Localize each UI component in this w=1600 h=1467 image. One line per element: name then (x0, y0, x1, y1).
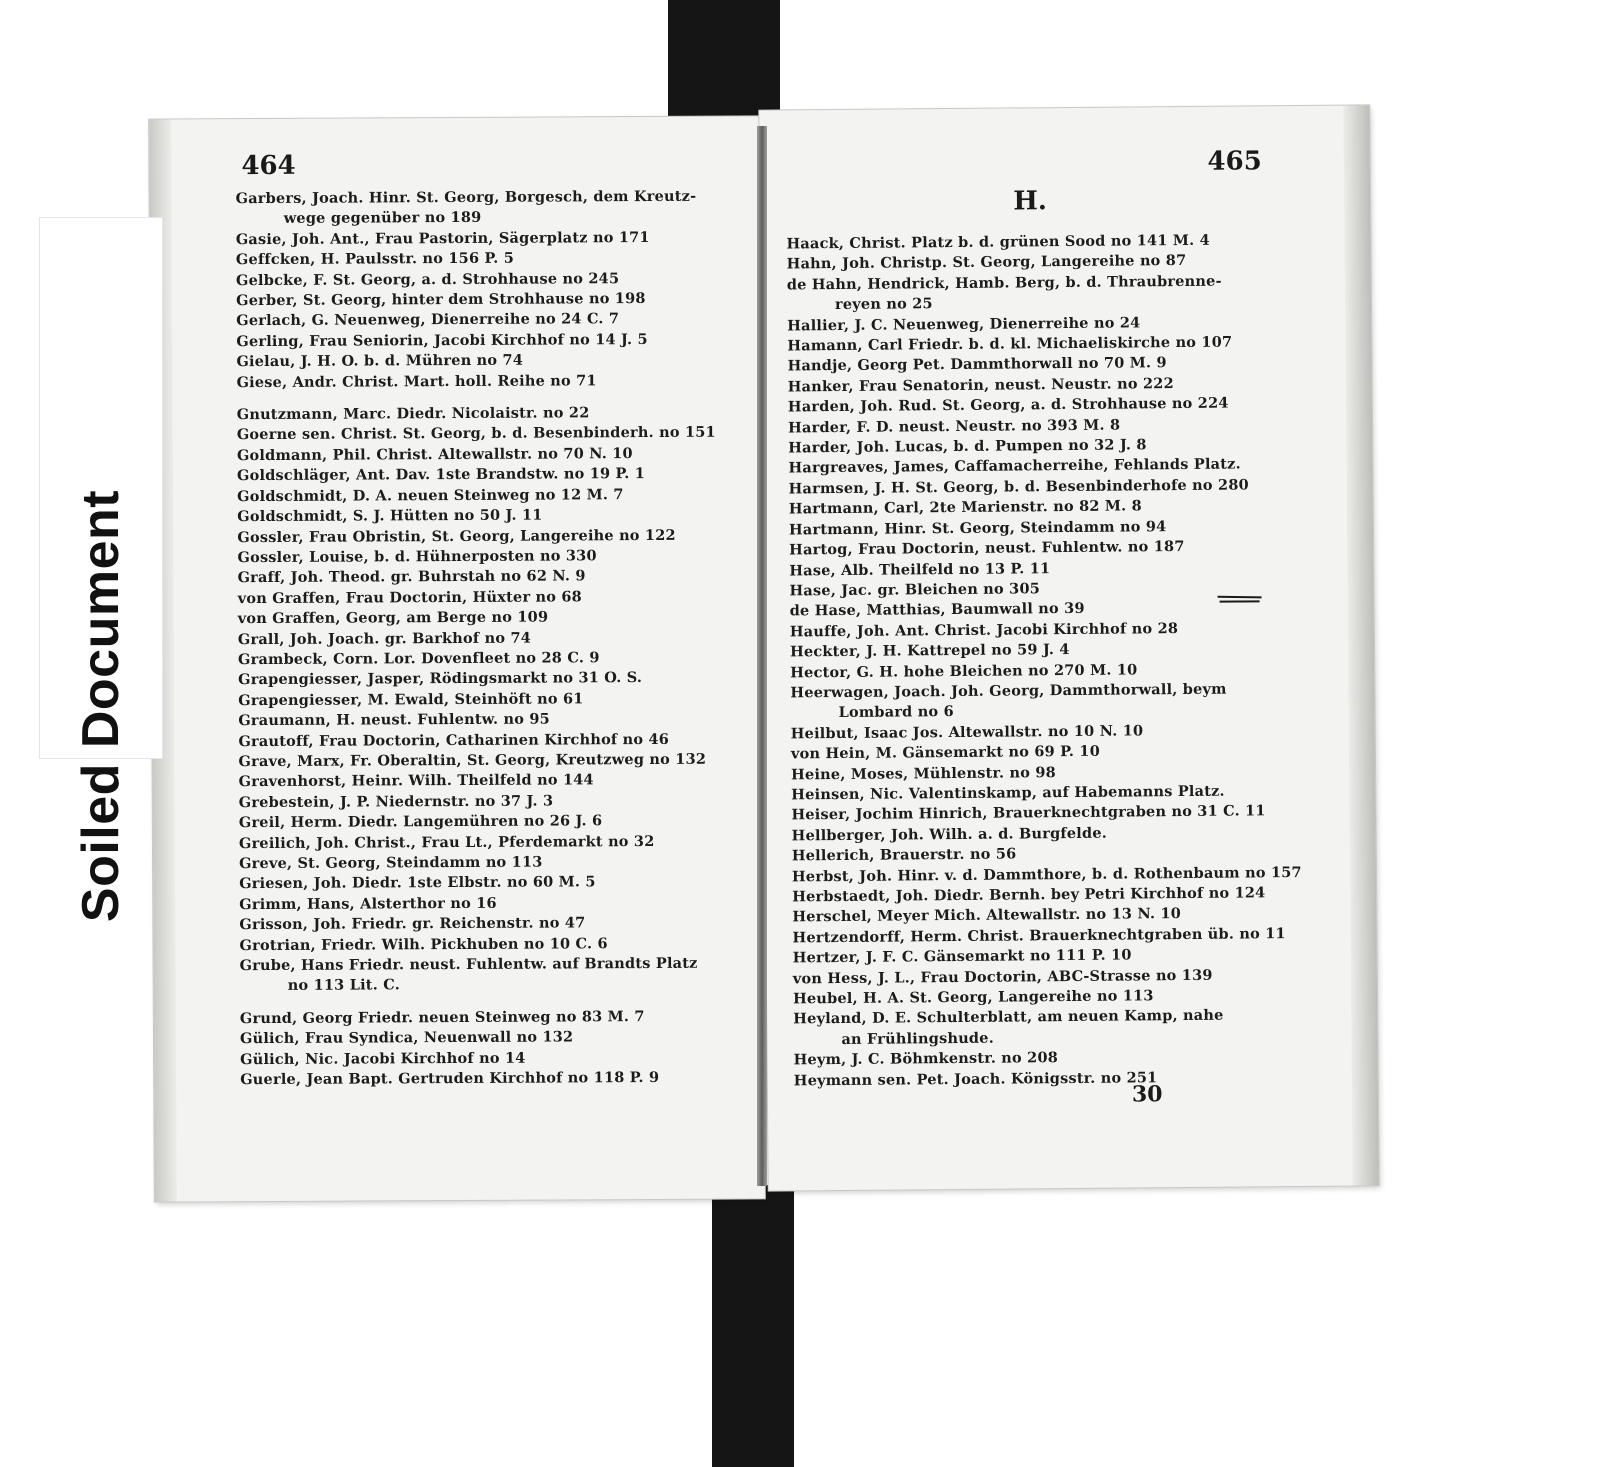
directory-entry (237, 525, 742, 548)
entry-text: Heymann sen. Pet. Joach. Königsstr. no 251 (793, 1068, 1158, 1090)
entry-text: Gelbcke, F. St. Georg, a. d. Strohhause no 245 (235, 269, 620, 289)
entry-text: Hellerich, Brauerstr. no 56 (791, 845, 1017, 865)
directory-entry (238, 647, 743, 670)
entry-text: Grautoff, Frau Doctorin, Catharinen Kirchhof no 46 (238, 730, 670, 750)
signature-mark: 30 (1131, 1081, 1163, 1108)
directory-entry (236, 268, 741, 291)
entry-text: Goldschmidt, D. A. neuen Steinweg no 12 M. 7 (237, 485, 624, 505)
entry-text: Graff, Joh. Theod. gr. Buhrstah no 62 N. 9 (237, 567, 586, 587)
entry-text: Heerwagen, Joach. Joh. Georg, Dammthorwall, beym (790, 680, 1227, 702)
entry-text: Heubel, H. A. St. Georg, Langereihe no 113 (792, 987, 1154, 1008)
entry-text: Grambeck, Corn. Lor. Dovenfleet no 28 C. 9 (237, 649, 600, 669)
entry-text: von Hess, J. L., Frau Doctorin, ABC-Strasse no 139 (792, 966, 1213, 988)
directory-entry (237, 505, 742, 528)
directory-entry (236, 187, 741, 230)
entry-text: Herbstaedt, Joh. Diedr. Bernh. bey Petri Kirchhof no 124 (792, 884, 1266, 906)
entry-text: Grisson, Joh. Friedr. gr. Reichenstr. no 47 (239, 914, 586, 934)
directory-entry (238, 627, 743, 650)
entry-text: Gossler, Louise, b. d. Hühnerposten no 330 (237, 547, 597, 567)
entry-text: Heiser, Jochim Hinrich, Brauerknechtgraben no 31 C. 11 (791, 802, 1266, 824)
directory-entry (238, 607, 743, 630)
entry-text: Gravenhorst, Heinr. Wilh. Theilfeld no 144 (238, 771, 594, 791)
directory-entry (240, 1027, 745, 1050)
directory-entry (791, 801, 1291, 826)
entry-text: Heine, Moses, Mühlenstr. no 98 (791, 763, 1056, 783)
entry-text: Gnutzmann, Marc. Diedr. Nicolaistr. no 22 (236, 404, 590, 424)
entry-text: de Hase, Matthias, Baumwall no 39 (789, 600, 1085, 620)
entry-text: Grube, Hans Friedr. neust. Fuhlentw. auf Brandts Platz (239, 954, 698, 975)
entry-text: Grotrian, Friedr. Wilh. Pickhuben no 10 C. 6 (239, 934, 608, 954)
entry-text: Hector, G. H. hohe Bleichen no 270 M. 10 (790, 660, 1138, 681)
entry-text: Harmsen, J. H. St. Georg, b. d. Besenbinderhofe no 280 (788, 476, 1249, 498)
entry-text: Garbers, Joach. Hinr. St. Georg, Borgesch, dem Kreutz- (235, 187, 697, 208)
directory-entry (793, 1005, 1293, 1050)
entry-text: Gerber, St. Georg, hinter dem Strohhause no 198 (236, 290, 646, 310)
directory-entry (240, 954, 745, 997)
entry-text: Guerle, Jean Bapt. Gertruden Kirchhof no 118 P. 9 (240, 1069, 660, 1089)
entry-text: Harden, Joh. Rud. St. Georg, a. d. Strohhause no 224 (787, 394, 1229, 416)
entry-text: Hase, Jac. gr. Bleichen no 305 (789, 580, 1041, 600)
directory-entry (238, 749, 743, 772)
entry-text: von Hein, M. Gänsemarkt no 69 P. 10 (790, 742, 1101, 763)
directory-entry (237, 464, 742, 487)
entry-text: Hertzer, J. F. C. Gänsemarkt no 111 P. 10 (792, 946, 1132, 967)
directory-entry (236, 329, 741, 352)
entry-text: Hahn, Joh. Christp. St. Georg, Langereihe no 87 (786, 252, 1187, 273)
entry-text: Hauffe, Joh. Ant. Christ. Jacobi Kirchhof no 28 (789, 619, 1179, 641)
entry-text: Heyland, D. E. Schulterblatt, am neuen Kamp, nahe (793, 1007, 1224, 1028)
entry-continuation: reyen no 25 (834, 295, 933, 314)
directory-entry (239, 831, 744, 854)
page-number-right: 465 (1207, 146, 1262, 177)
directory-entry (794, 1067, 1294, 1092)
pen-mark (1216, 593, 1264, 605)
entry-text: Graumann, H. neust. Fuhlentw. no 95 (238, 710, 550, 730)
entry-text: Harder, Joh. Lucas, b. d. Pumpen no 32 J. 8 (788, 436, 1147, 457)
right-page (759, 105, 1378, 1190)
entry-continuation: wege gegenüber no 189 (283, 209, 482, 228)
entry-text: Hartmann, Hinr. St. Georg, Steindamm no 94 (788, 517, 1167, 539)
entry-text: Hase, Alb. Theilfeld no 13 P. 11 (789, 559, 1051, 579)
directory-entry (236, 248, 741, 271)
entry-text: Heym, J. C. Böhmkenstr. no 208 (793, 1049, 1059, 1069)
entry-text: Grapengiesser, Jasper, Rödingsmarkt no 31 O. S. (238, 669, 643, 689)
directory-entry (788, 393, 1288, 418)
directory-entry (239, 872, 744, 895)
page-number-left: 464 (241, 150, 296, 182)
directory-entry (239, 913, 744, 936)
entry-text: von Graffen, Georg, am Berge no 109 (237, 608, 549, 628)
entry-text: Grund, Georg Friedr. neuen Steinweg no 83 M. 7 (239, 1007, 645, 1027)
entry-text: Goerne sen. Christ. St. Georg, b. d. Besenbinderh. no 151 (236, 424, 716, 444)
directory-entry (239, 933, 744, 956)
directory-entry (238, 709, 743, 732)
entry-text: Hartog, Frau Doctorin, neust. Fuhlentw. no 187 (789, 538, 1185, 559)
entry-text: Gerlach, G. Neuenweg, Dienerreihe no 24 C. 7 (236, 310, 620, 330)
entry-text: Heilbut, Isaac Jos. Altewallstr. no 10 N. 10 (790, 722, 1144, 743)
directory-entries-right (786, 230, 1302, 1091)
directory-entry (237, 545, 742, 568)
entry-text: Grapengiesser, M. Ewald, Steinhöft no 61 (238, 690, 584, 709)
directory-entry (240, 1006, 745, 1029)
entry-text: Giese, Andr. Christ. Mart. holl. Reihe no 71 (236, 371, 597, 391)
directory-entry (239, 851, 744, 874)
soiled-document-text: Soiled Document (72, 489, 130, 923)
directory-entry (238, 688, 743, 711)
directory-entry (236, 289, 741, 312)
directory-entry (238, 729, 743, 752)
directory-entry (239, 892, 744, 915)
entry-text: Greilich, Joh. Christ., Frau Lt., Pferdemarkt no 32 (238, 832, 655, 852)
entry-text: de Hahn, Hendrick, Hamb. Berg, b. d. Thraubrenne- (786, 272, 1222, 294)
binding-tape-bottom (712, 1185, 794, 1467)
directory-entry (240, 1047, 745, 1070)
entry-text: Greil, Herm. Diedr. Langemühren no 26 J. 6 (238, 812, 603, 832)
directory-entry (239, 790, 744, 813)
directory-entry (238, 668, 743, 691)
directory-entry (787, 271, 1287, 316)
entry-continuation: no 113 Lit. C. (287, 976, 400, 995)
entry-text: von Graffen, Frau Doctorin, Hüxter no 68 (237, 588, 583, 607)
entry-text: Herbst, Joh. Hinr. v. d. Dammthore, b. d. Rothenbaum no 157 (791, 863, 1302, 886)
entry-text: Gossler, Frau Obristin, St. Georg, Langereihe no 122 (237, 526, 676, 546)
entry-text: Hellberger, Joh. Wilh. a. d. Burgfelde. (791, 824, 1108, 845)
directory-entries-left (236, 187, 746, 1091)
entry-text: Harder, F. D. neust. Neustr. no 393 M. 8 (787, 416, 1121, 437)
entry-text: Gülich, Frau Syndica, Neuenwall no 132 (239, 1028, 574, 1048)
entry-text: Gielau, J. H. O. b. d. Mühren no 74 (236, 351, 524, 371)
entry-text: Handje, Georg Pet. Dammthorwall no 70 M. 9 (787, 354, 1167, 375)
entry-text: Hargreaves, James, Caffamacherreihe, Fehlands Platz. (788, 455, 1241, 477)
directory-entry (237, 403, 742, 426)
entry-text: Griesen, Joh. Diedr. 1ste Elbstr. no 60 M. 5 (239, 873, 596, 893)
directory-entry (236, 309, 741, 332)
section-heading: H. (1013, 186, 1048, 217)
left-page (149, 116, 765, 1201)
entry-text: Goldschläger, Ant. Dav. 1ste Brandstw. no 19 P. 1 (236, 465, 646, 485)
entry-text: Hanker, Frau Senatorin, neust. Neustr. no 222 (787, 374, 1174, 396)
entry-text: Goldmann, Phil. Christ. Altewallstr. no 70 N. 10 (236, 444, 633, 465)
entry-text: Hallier, J. C. Neuenweg, Dienerreihe no 24 (787, 313, 1141, 335)
entry-continuation: Lombard no 6 (838, 703, 954, 722)
directory-entry (238, 566, 743, 589)
directory-entry (239, 770, 744, 793)
directory-entry (239, 811, 744, 834)
directory-entry (237, 423, 742, 446)
entry-text: Haack, Christ. Platz b. d. grünen Sood no 141 M. 4 (786, 231, 1210, 253)
entry-text: Gerling, Frau Seniorin, Jacobi Kirchhof no 14 J. 5 (236, 330, 648, 350)
entry-text: Grimm, Hans, Alsterthor no 16 (239, 894, 497, 913)
entry-continuation: an Frühlingshude. (841, 1029, 994, 1048)
directory-entry (237, 443, 742, 466)
entry-text: Gasie, Joh. Ant., Frau Pastorin, Sägerplatz no 171 (235, 228, 650, 248)
directory-entry (238, 586, 743, 609)
directory-entry (240, 1068, 745, 1091)
directory-entry (236, 370, 741, 393)
book-gutter (757, 126, 767, 1186)
entry-text: Grebestein, J. P. Niedernstr. no 37 J. 3 (238, 792, 554, 811)
entry-text: Gülich, Nic. Jacobi Kirchhof no 14 (240, 1049, 526, 1068)
entry-text: Heinsen, Nic. Valentinskamp, auf Habemanns Platz. (791, 782, 1225, 804)
entry-text: Herschel, Meyer Mich. Altewallstr. no 13 N. 10 (792, 905, 1182, 926)
directory-entry (237, 484, 742, 507)
entry-text: Hertzendorff, Herm. Christ. Brauerknechtgraben üb. no 11 (792, 924, 1286, 947)
directory-entry (236, 227, 741, 250)
entry-text: Geffcken, H. Paulsstr. no 156 P. 5 (235, 249, 515, 269)
entry-text: Grall, Joh. Joach. gr. Barkhof no 74 (237, 629, 532, 648)
entry-text: Greve, St. Georg, Steindamm no 113 (239, 853, 543, 873)
directory-entry (790, 679, 1290, 724)
entry-text: Goldschmidt, S. J. Hütten no 50 J. 11 (237, 506, 543, 526)
entry-text: Heckter, J. H. Kattrepel no 59 J. 4 (789, 641, 1070, 661)
soiled-document-label (40, 218, 162, 923)
entry-text: Hamann, Carl Friedr. b. d. kl. Michaeliskirche no 107 (787, 333, 1233, 355)
entry-text: Hartmann, Carl, 2te Marienstr. no 82 M. 8 (788, 497, 1142, 518)
entry-text: Grave, Marx, Fr. Oberaltin, St. Georg, Kreutzweg no 132 (238, 750, 707, 771)
directory-entry (236, 350, 741, 373)
